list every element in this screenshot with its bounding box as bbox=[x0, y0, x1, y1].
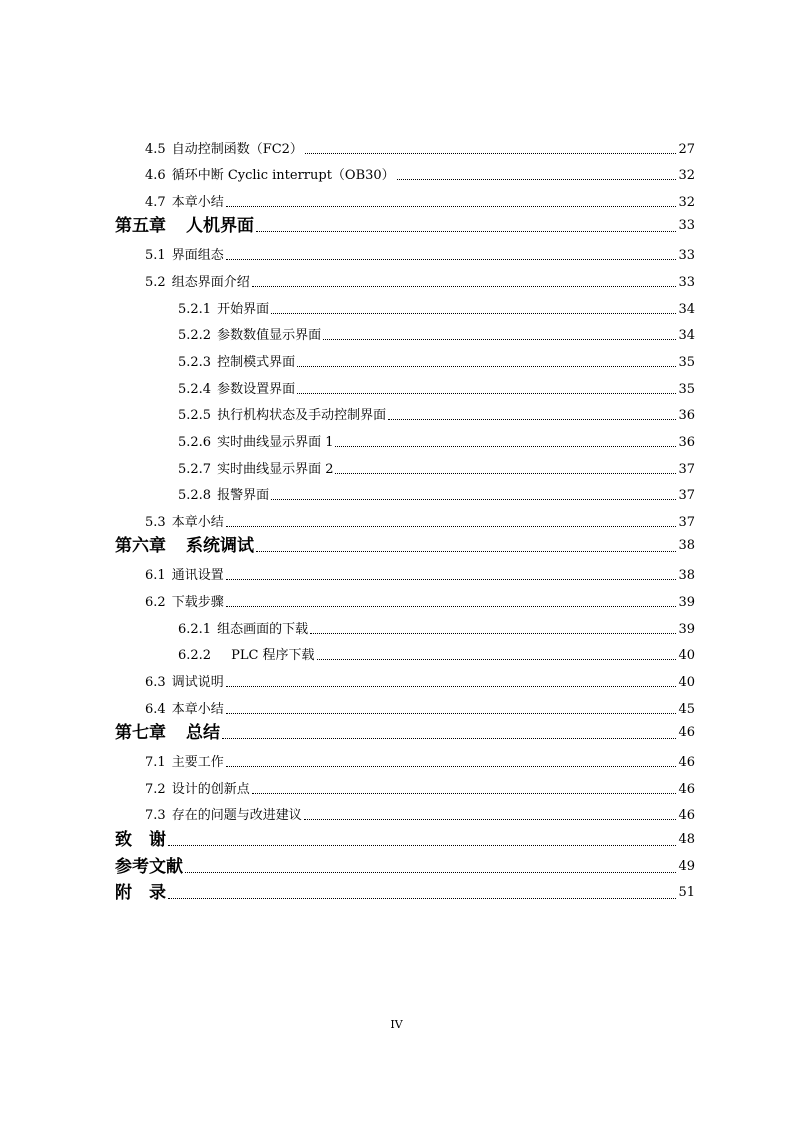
toc-entry-page: 38 bbox=[678, 568, 695, 583]
toc-chapter-title: 总结 bbox=[186, 723, 220, 743]
toc-entry-6-2-2[interactable] bbox=[178, 643, 695, 665]
toc-entry-label bbox=[145, 168, 395, 185]
toc-entry-5-2-5[interactable] bbox=[178, 403, 695, 425]
dot-leader bbox=[222, 738, 676, 739]
toc-chapter-title: 人机界面 bbox=[186, 216, 254, 236]
toc-entry-number: 5.2.4 bbox=[178, 382, 212, 397]
toc-entry-number: 6.4 bbox=[145, 702, 166, 717]
toc-entry-number: 5.2 bbox=[145, 275, 166, 290]
toc-entry-page: 37 bbox=[678, 462, 695, 477]
toc-entry-title: 循环中断 Cyclic interrupt（OB30） bbox=[171, 168, 395, 183]
toc-appendix[interactable] bbox=[115, 882, 695, 904]
toc-entry-page: 35 bbox=[678, 355, 695, 370]
toc-entry-5-2[interactable] bbox=[145, 270, 695, 292]
dot-leader bbox=[226, 606, 677, 607]
toc-entry-number: 5.2.8 bbox=[178, 488, 212, 503]
dot-leader bbox=[310, 633, 676, 634]
toc-entry-number: 5.2.5 bbox=[178, 408, 212, 423]
dot-leader bbox=[185, 872, 676, 873]
toc-entry-label bbox=[178, 435, 333, 452]
toc-entry-number: 5.2.1 bbox=[178, 302, 212, 317]
toc-entry-label bbox=[178, 462, 333, 479]
toc-entry-label bbox=[178, 328, 321, 345]
toc-entry-label bbox=[145, 515, 224, 532]
toc-entry-page: 33 bbox=[678, 218, 695, 233]
toc-entry-label bbox=[178, 648, 315, 665]
dot-leader bbox=[256, 551, 676, 552]
toc-entry-4-6[interactable] bbox=[145, 163, 695, 185]
dot-leader bbox=[297, 366, 676, 367]
toc-entry-label bbox=[145, 248, 224, 265]
toc-entry-page: 48 bbox=[678, 832, 695, 847]
dot-leader bbox=[168, 845, 676, 846]
toc-entry-title: 本章小结 bbox=[171, 702, 224, 717]
toc-chapter-number: 第五章 bbox=[115, 216, 166, 236]
toc-entry-title: 报警界面 bbox=[217, 488, 270, 503]
toc-entry-page: 35 bbox=[678, 382, 695, 397]
toc-entry-title: 调试说明 bbox=[171, 675, 224, 690]
dot-leader bbox=[226, 686, 677, 687]
toc-entry-number: 4.7 bbox=[145, 195, 166, 210]
toc-entry-title: 下载步骤 bbox=[171, 595, 224, 610]
dot-leader bbox=[252, 793, 677, 794]
toc-entry-title: 本章小结 bbox=[171, 195, 224, 210]
toc-entry-4-7[interactable] bbox=[145, 190, 695, 212]
toc-chapter-title: 参考文献 bbox=[115, 857, 183, 877]
toc-entry-title: 存在的问题与改进建议 bbox=[171, 808, 302, 823]
toc-entry-label bbox=[178, 355, 295, 372]
toc-entry-page: 33 bbox=[678, 275, 695, 290]
dot-leader bbox=[335, 446, 676, 447]
toc-chapter-title: 系统调试 bbox=[186, 536, 254, 556]
toc-entry-5-2-4[interactable] bbox=[178, 377, 695, 399]
toc-entry-number: 5.2.6 bbox=[178, 435, 212, 450]
dot-leader bbox=[226, 713, 677, 714]
toc-entry-label bbox=[178, 382, 295, 399]
dot-leader bbox=[397, 179, 677, 180]
toc-entry-label bbox=[145, 195, 224, 212]
dot-leader bbox=[226, 259, 677, 260]
toc-entry-label bbox=[145, 142, 303, 159]
toc-entry-label bbox=[145, 568, 224, 585]
toc-entry-label bbox=[178, 622, 308, 639]
toc-entry-title: 参数设置界面 bbox=[217, 382, 296, 397]
toc-entry-title: 设计的创新点 bbox=[171, 782, 250, 797]
toc-entry-label bbox=[145, 275, 250, 292]
dot-leader bbox=[388, 419, 676, 420]
toc-entry-7-3[interactable] bbox=[145, 803, 695, 825]
toc-entry-6-2-1[interactable] bbox=[178, 617, 695, 639]
toc-entry-page: 36 bbox=[678, 408, 695, 423]
dot-leader bbox=[226, 766, 677, 767]
toc-entry-page: 38 bbox=[678, 538, 695, 553]
toc-entry-page: 40 bbox=[678, 648, 695, 663]
toc-entry-6-1[interactable] bbox=[145, 563, 695, 585]
toc-entry-title: 参数数值显示界面 bbox=[217, 328, 322, 343]
toc-entry-label bbox=[145, 755, 224, 772]
toc-chapter-label bbox=[115, 536, 254, 557]
toc-entry-title: 本章小结 bbox=[171, 515, 224, 530]
toc-chapter-7[interactable] bbox=[115, 722, 695, 744]
toc-entry-page: 37 bbox=[678, 515, 695, 530]
toc-entry-title: 控制模式界面 bbox=[217, 355, 296, 370]
toc-entry-title: PLC 程序下载 bbox=[231, 648, 315, 663]
toc-entry-label bbox=[145, 782, 250, 799]
toc-acknowledgements[interactable] bbox=[115, 829, 695, 851]
toc-entry-6-4[interactable] bbox=[145, 697, 695, 719]
toc-entry-page: 46 bbox=[678, 808, 695, 823]
toc-entry-label bbox=[178, 488, 269, 505]
toc-entry-page: 46 bbox=[678, 755, 695, 770]
toc-entry-title: 开始界面 bbox=[217, 302, 270, 317]
toc-chapter-5[interactable] bbox=[115, 215, 695, 237]
toc-entry-5-2-3[interactable] bbox=[178, 350, 695, 372]
toc-entry-number: 5.2.3 bbox=[178, 355, 212, 370]
dot-leader bbox=[304, 819, 677, 820]
toc-entry-page: 46 bbox=[678, 782, 695, 797]
toc-entry-number: 6.3 bbox=[145, 675, 166, 690]
toc-entry-7-1[interactable] bbox=[145, 750, 695, 772]
dot-leader bbox=[256, 231, 676, 232]
toc-chapter-number: 第六章 bbox=[115, 536, 166, 556]
toc-entry-title: 自动控制函数（FC2） bbox=[171, 142, 303, 157]
dot-leader bbox=[271, 313, 676, 314]
toc-entry-page: 51 bbox=[678, 885, 695, 900]
toc-entry-label bbox=[178, 408, 386, 425]
toc-entry-5-2-1[interactable] bbox=[178, 297, 695, 319]
toc-entry-page: 40 bbox=[678, 675, 695, 690]
dot-leader bbox=[271, 499, 676, 500]
toc-entry-title: 组态界面介绍 bbox=[171, 275, 250, 290]
toc-entry-page: 39 bbox=[678, 622, 695, 637]
toc-entry-number: 7.1 bbox=[145, 755, 166, 770]
toc-chapter-label bbox=[115, 723, 220, 744]
toc-entry-page: 37 bbox=[678, 488, 695, 503]
toc-chapter-title: 附 录 bbox=[115, 883, 166, 903]
toc-references[interactable] bbox=[115, 856, 695, 878]
toc-entry-label bbox=[178, 302, 269, 319]
toc-entry-page: 36 bbox=[678, 435, 695, 450]
dot-leader bbox=[226, 526, 677, 527]
toc-entry-title: 界面组态 bbox=[171, 248, 224, 263]
toc-entry-6-2[interactable] bbox=[145, 590, 695, 612]
toc-entry-5-2-8[interactable] bbox=[178, 483, 695, 505]
toc-entry-number: 5.2.7 bbox=[178, 462, 212, 477]
page-number: IV bbox=[390, 1018, 403, 1031]
toc-entry-page: 39 bbox=[678, 595, 695, 610]
dot-leader bbox=[297, 393, 676, 394]
toc-entry-page: 27 bbox=[678, 142, 695, 157]
toc-entry-title: 主要工作 bbox=[171, 755, 224, 770]
toc-entry-label bbox=[145, 702, 224, 719]
toc-entry-number: 6.2.2 bbox=[178, 648, 212, 663]
toc-entry-page: 32 bbox=[678, 168, 695, 183]
toc-chapter-number: 第七章 bbox=[115, 723, 166, 743]
toc-entry-5-2-2[interactable] bbox=[178, 323, 695, 345]
toc-entry-5-2-7[interactable] bbox=[178, 457, 695, 479]
toc-entry-4-5[interactable] bbox=[145, 137, 695, 159]
toc-entry-label bbox=[145, 808, 302, 825]
toc-entry-5-1[interactable] bbox=[145, 243, 695, 265]
toc-chapter-title: 致 谢 bbox=[115, 830, 166, 850]
toc-entry-number: 6.2 bbox=[145, 595, 166, 610]
toc-entry-5-3[interactable] bbox=[145, 510, 695, 532]
toc-entry-number: 4.5 bbox=[145, 142, 166, 157]
toc-entry-number: 7.3 bbox=[145, 808, 166, 823]
dot-leader bbox=[317, 659, 677, 660]
toc-entry-number: 7.2 bbox=[145, 782, 166, 797]
toc-entry-number: 5.1 bbox=[145, 248, 166, 263]
toc-entry-page: 33 bbox=[678, 248, 695, 263]
toc-entry-title: 实时曲线显示界面 1 bbox=[217, 435, 334, 450]
dot-leader bbox=[226, 579, 677, 580]
toc-entry-page: 46 bbox=[678, 725, 695, 740]
toc-entry-page: 49 bbox=[678, 859, 695, 874]
toc-entry-title: 执行机构状态及手动控制界面 bbox=[217, 408, 387, 423]
dot-leader bbox=[168, 898, 676, 899]
toc-entry-title: 实时曲线显示界面 2 bbox=[217, 462, 334, 477]
toc-entry-number: 4.6 bbox=[145, 168, 166, 183]
toc-entry-page: 34 bbox=[678, 302, 695, 317]
dot-leader bbox=[252, 286, 677, 287]
toc-entry-number: 6.1 bbox=[145, 568, 166, 583]
toc-entry-title: 通讯设置 bbox=[171, 568, 224, 583]
toc-entry-page: 45 bbox=[678, 702, 695, 717]
toc-chapter-6[interactable] bbox=[115, 535, 695, 557]
toc-entry-6-3[interactable] bbox=[145, 670, 695, 692]
toc-chapter-label bbox=[115, 216, 254, 237]
toc-entry-number: 6.2.1 bbox=[178, 622, 212, 637]
toc-entry-page: 32 bbox=[678, 195, 695, 210]
dot-leader bbox=[323, 339, 676, 340]
toc-entry-number: 5.2.2 bbox=[178, 328, 212, 343]
dot-leader bbox=[305, 153, 677, 154]
toc-entry-number: 5.3 bbox=[145, 515, 166, 530]
dot-leader bbox=[226, 206, 677, 207]
toc-entry-page: 34 bbox=[678, 328, 695, 343]
toc-entry-5-2-6[interactable] bbox=[178, 430, 695, 452]
toc-entry-title: 组态画面的下载 bbox=[217, 622, 309, 637]
toc-entry-label bbox=[145, 595, 224, 612]
dot-leader bbox=[335, 473, 676, 474]
toc-entry-label bbox=[145, 675, 224, 692]
toc-entry-7-2[interactable] bbox=[145, 777, 695, 799]
